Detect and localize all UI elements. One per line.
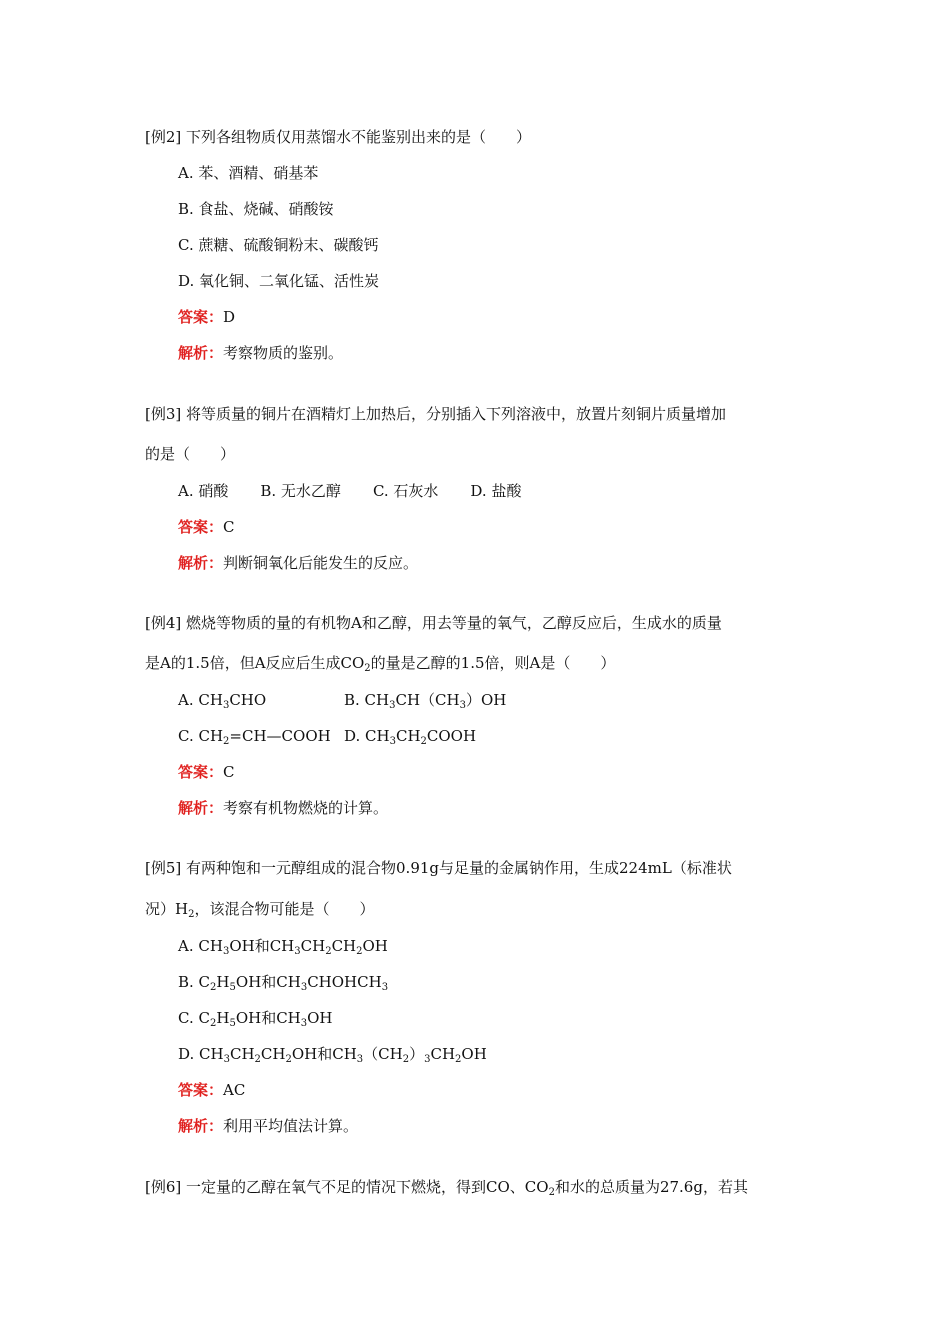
formula-text: CH: [430, 1045, 456, 1063]
formula-text: H: [216, 973, 230, 991]
example-3-answer: [178, 517, 235, 537]
subscript: 3: [222, 946, 230, 957]
example-2-analysis: [178, 343, 343, 363]
subscript: 2: [285, 1054, 292, 1065]
example-5-analysis: [178, 1116, 358, 1136]
subscript: 3: [389, 700, 396, 711]
formula-text: A. CH: [178, 691, 223, 709]
stem-text: 况）H: [145, 900, 189, 918]
formula-text: CHO: [229, 691, 267, 709]
example-2-option-d: D. 氧化铜、二氧化锰、活性炭: [178, 272, 380, 290]
formula-text: CHOHCH: [307, 973, 382, 991]
formula-text: C. C: [178, 1009, 210, 1027]
formula-text: CH: [260, 1045, 286, 1063]
subscript: 2: [455, 1054, 462, 1065]
example-4-option-b: [344, 690, 506, 710]
example-4-stem-line-1: [例4] 燃烧等物质的量的有机物A和乙醇，用去等量的氧气，乙醇反应后，生成水的质量: [145, 614, 722, 632]
subscript: 5: [229, 982, 236, 993]
example-4-option-c: [178, 726, 331, 746]
example-5-stem-line-2: [145, 899, 374, 919]
example-3-option-b: B. 无水乙醇: [260, 482, 341, 500]
subscript: 2: [402, 1054, 410, 1065]
example-5-option-b: [178, 972, 388, 992]
subscript: 2: [188, 909, 195, 920]
answer-value: C: [223, 518, 235, 536]
analysis-label: 解析：: [178, 344, 224, 362]
subscript: 3: [356, 1054, 364, 1065]
subscript: 3: [223, 1054, 230, 1065]
stem-text: 的量是乙醇的1.5倍，则A是（ ）: [370, 654, 616, 672]
subscript: 2: [364, 663, 371, 674]
example-3-options: [178, 481, 521, 501]
analysis-text: 利用平均值法计算。: [223, 1117, 359, 1135]
formula-text: CH: [229, 1045, 255, 1063]
formula-text: （CH: [363, 1045, 403, 1063]
answer-value: C: [223, 763, 235, 781]
example-2-option-b: B. 食盐、烧碱、硝酸铵: [178, 200, 334, 218]
subscript: 5: [229, 1018, 236, 1029]
answer-value: D: [223, 308, 236, 326]
subscript: 2: [420, 736, 427, 747]
example-2-option-a: A. 苯、酒精、硝基苯: [178, 164, 319, 182]
example-5-option-a: [178, 936, 388, 956]
example-3-option-d: D. 盐酸: [470, 482, 522, 500]
formula-text: OH和CH: [235, 1009, 301, 1027]
subscript: 2: [325, 946, 332, 957]
example-4-analysis: [178, 798, 388, 818]
example-3-option-c: C. 石灰水: [372, 482, 439, 500]
subscript: 3: [424, 1054, 431, 1065]
subscript: 3: [381, 982, 389, 993]
formula-text: CH（CH: [395, 691, 460, 709]
example-3-analysis: [178, 553, 418, 573]
subscript: 3: [300, 1018, 308, 1029]
example-2-option-c: C. 蔗糖、硫酸铜粉末、碳酸钙: [178, 236, 379, 254]
stem-text: [例6] 一定量的乙醇在氧气不足的情况下燃烧，得到CO、CO: [145, 1178, 549, 1196]
example-2-answer: [178, 307, 235, 327]
subscript: 2: [548, 1187, 555, 1198]
formula-text: COOH: [426, 727, 477, 745]
formula-text: C. CH: [178, 727, 224, 745]
formula-text: B. CH: [344, 691, 390, 709]
formula-text: =CH—COOH: [229, 727, 331, 745]
formula-text: ）OH: [466, 691, 507, 709]
subscript: 3: [459, 700, 466, 711]
formula-text: OH和CH: [229, 937, 295, 955]
subscript: 2: [210, 982, 217, 993]
subscript: 2: [356, 946, 363, 957]
analysis-label: 解析：: [178, 1117, 224, 1135]
formula-text: ）: [409, 1045, 425, 1063]
stem-text: 是A的1.5倍，但A反应后生成CO: [145, 654, 365, 672]
formula-text: H: [216, 1009, 230, 1027]
subscript: 3: [294, 946, 301, 957]
example-4-option-d: [344, 726, 476, 746]
answer-label: 答案：: [178, 518, 224, 536]
formula-text: D. CH: [178, 1045, 224, 1063]
subscript: 2: [254, 1054, 261, 1065]
analysis-label: 解析：: [178, 799, 224, 817]
formula-text: OH: [307, 1009, 333, 1027]
example-5-answer: [178, 1080, 245, 1100]
subscript: 2: [223, 736, 230, 747]
formula-text: CH: [300, 937, 326, 955]
analysis-label: 解析：: [178, 554, 224, 572]
example-4-answer: [178, 762, 235, 782]
example-5-stem-line-1: [例5] 有两种饱和一元醇组成的混合物0.91g与足量的金属钠作用，生成224mL（标准状: [145, 859, 732, 877]
formula-text: CH: [331, 937, 357, 955]
answer-label: 答案：: [178, 308, 224, 326]
formula-text: A. CH: [178, 937, 223, 955]
example-5-option-c: [178, 1008, 333, 1028]
answer-label: 答案：: [178, 763, 224, 781]
example-5-option-d: [178, 1044, 487, 1064]
formula-text: CH: [395, 727, 421, 745]
example-6-stem: [145, 1177, 748, 1197]
answer-value: AC: [223, 1081, 246, 1099]
example-3-option-a: A. 硝酸: [178, 482, 229, 500]
subscript: 3: [389, 736, 396, 747]
subscript: 2: [209, 1018, 217, 1029]
formula-text: OH和CH: [291, 1045, 357, 1063]
analysis-text: 考察有机物燃烧的计算。: [223, 799, 389, 817]
answer-label: 答案：: [178, 1081, 224, 1099]
subscript: 3: [222, 700, 230, 711]
analysis-text: 判断铜氧化后能发生的反应。: [223, 554, 419, 572]
formula-text: B. C: [178, 973, 211, 991]
subscript: 3: [300, 982, 308, 993]
example-3-stem-line-2: 的是（ ）: [145, 445, 236, 463]
analysis-text: 考察物质的鉴别。: [223, 344, 344, 362]
stem-text: ，该混合物可能是（ ）: [194, 900, 375, 918]
formula-text: D. CH: [344, 727, 390, 745]
example-2-stem: [例2] 下列各组物质仅用蒸馏水不能鉴别出来的是（ ）: [145, 128, 532, 146]
formula-text: OH: [362, 937, 388, 955]
formula-text: OH和CH: [235, 973, 301, 991]
formula-text: OH: [461, 1045, 487, 1063]
example-3-stem-line-1: [例3] 将等质量的铜片在酒精灯上加热后，分别插入下列溶液中，放置片刻铜片质量增加: [145, 405, 727, 423]
stem-text: 和水的总质量为27.6g，若其: [554, 1178, 748, 1196]
example-4-stem-line-2: [145, 653, 615, 673]
example-4-option-a: [178, 690, 266, 710]
